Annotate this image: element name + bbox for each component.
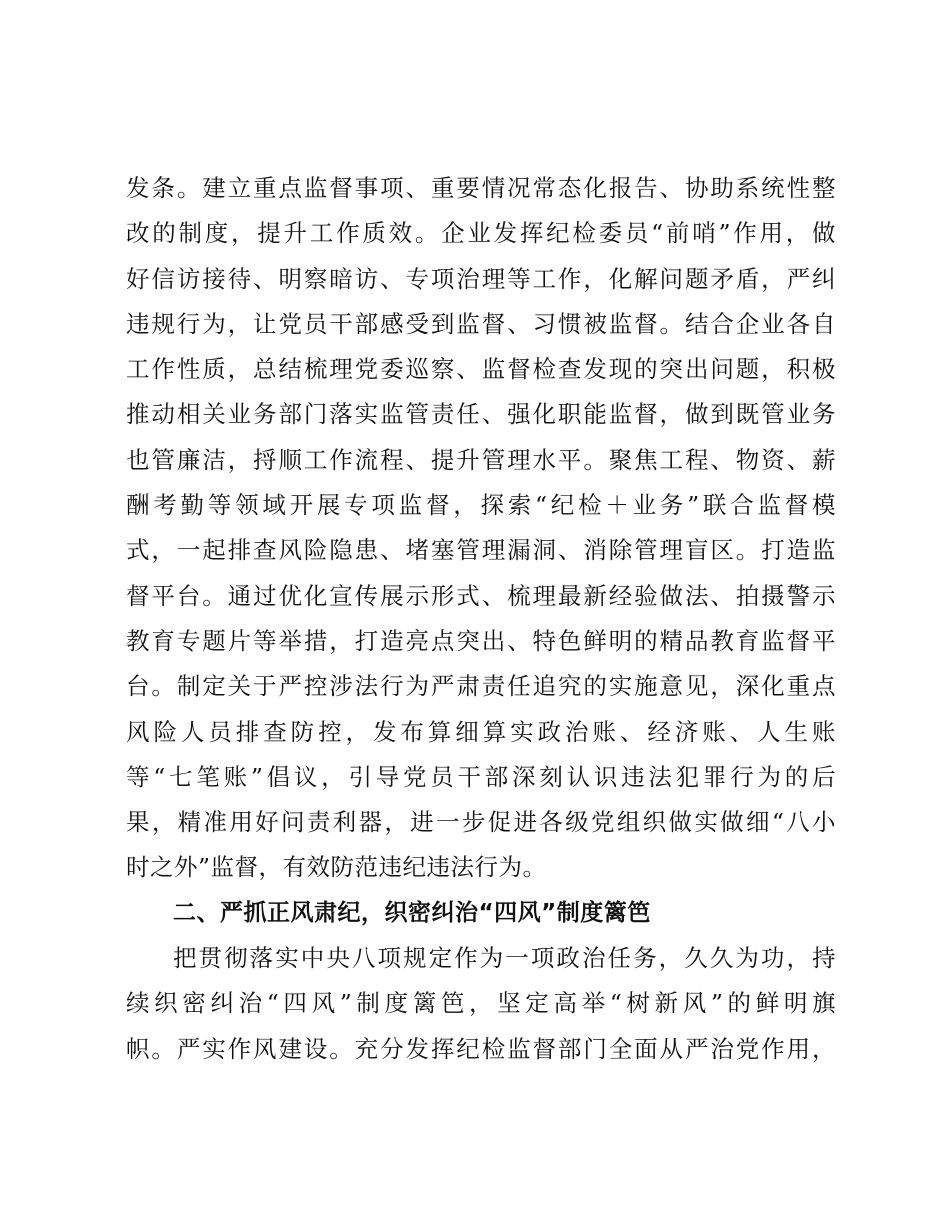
paragraph-1 bbox=[126, 166, 836, 891]
text-line: 把贯彻落实中央八项规定作为一项政治任务，久久为功，持 bbox=[173, 944, 836, 973]
text-line: 好信访接待、明察暗访、专项治理等工作，化解问题矛盾，严纠 bbox=[126, 264, 836, 293]
section-heading: 二、严抓正风肃纪，织密纠治“四风”制度篱笆 bbox=[173, 899, 651, 926]
text-line: 式，一起排查风险隐患、堵塞管理漏洞、消除管理盲区。打造监 bbox=[126, 536, 836, 565]
text-line: 教育专题片等举措，打造亮点突出、特色鲜明的精品教育监督平 bbox=[126, 626, 836, 655]
text-line: 帜。严实作风建设。充分发挥纪检监督部门全面从严治党作用， bbox=[126, 1034, 836, 1063]
text-line: 推动相关业务部门落实监管责任、强化职能监督，做到既管业务 bbox=[126, 400, 836, 429]
paragraph-2 bbox=[126, 936, 836, 1072]
text-line: 等“七笔账”倡议，引导党员干部深刻认识违法犯罪行为的后 bbox=[126, 762, 836, 791]
text-line: 改的制度，提升工作质效。企业发挥纪检委员“前哨”作用，做 bbox=[126, 219, 836, 248]
text-line: 督平台。通过优化宣传展示形式、梳理最新经验做法、拍摄警示 bbox=[126, 581, 836, 610]
text-line: 风险人员排查防控，发布算细算实政治账、经济账、人生账 bbox=[126, 717, 836, 746]
text-line: 酬考勤等领域开展专项监督，探索“纪检＋业务”联合监督模 bbox=[126, 491, 836, 520]
text-line: 果，精准用好问责利器，进一步促进各级党组织做实做细“八小 bbox=[126, 808, 836, 837]
text-line: 台。制定关于严控涉法行为严肃责任追究的实施意见，深化重点 bbox=[126, 672, 836, 701]
text-line: 违规行为，让党员干部感受到监督、习惯被监督。结合企业各自 bbox=[126, 309, 836, 338]
text-line: 也管廉洁，捋顺工作流程、提升管理水平。聚焦工程、物资、薪 bbox=[126, 445, 836, 474]
text-line: 时之外”监督，有效防范违纪违法行为。 bbox=[126, 853, 547, 882]
document-body bbox=[126, 166, 836, 1072]
text-line: 发条。建立重点监督事项、重要情况常态化报告、协助系统性整 bbox=[126, 174, 836, 202]
text-line: 工作性质，总结梳理党委巡察、监督检查发现的突出问题，积极 bbox=[126, 355, 836, 384]
text-line: 续织密纠治“四风”制度篱笆，坚定高举“树新风”的鲜明旗 bbox=[126, 989, 836, 1018]
